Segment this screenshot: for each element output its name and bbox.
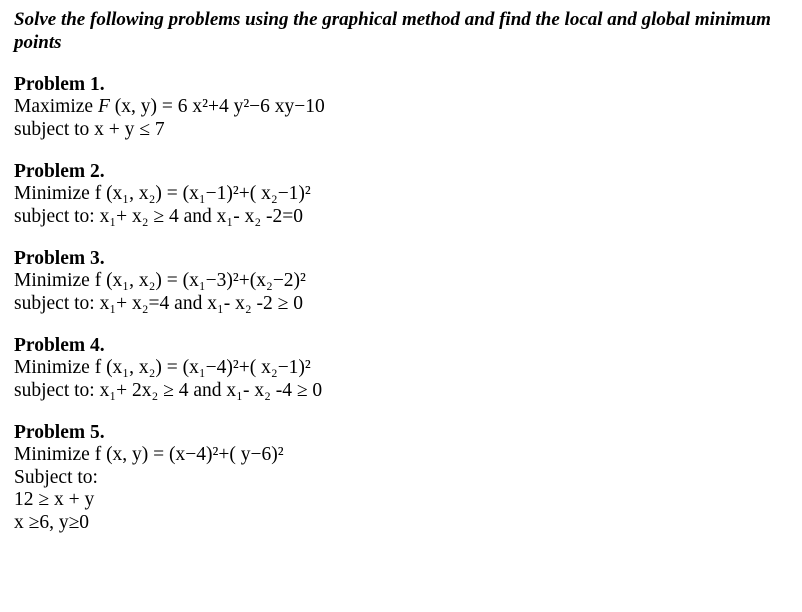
problem-2-constraint: subject to: x₁+ x₂ ≥ 4 and x₁- x₂ -2=0 (14, 205, 303, 227)
problem-5-objective: Minimize f (x, y) = (x−4)²+( y−6)² (14, 444, 284, 465)
problem-1-constraint: subject to x + y ≤ 7 (14, 118, 165, 140)
problem-3 (14, 247, 788, 315)
problem-4-objective: Minimize f (x₁, x₂) = (x₁−4)²+( x₂−1)² (14, 357, 311, 378)
problem-5 (14, 421, 788, 534)
function-name: F (97, 96, 110, 117)
problem-5-constraint-label: Subject to: (14, 466, 98, 488)
problem-2 (14, 160, 788, 228)
problem-3-title: Problem 3. (14, 248, 105, 269)
problem-3-objective: Minimize f (x₁, x₂) = (x₁−3)²+(x₂−2)² (14, 270, 306, 291)
problem-1-objective: Maximize F (x, y) = 6 x²+4 y²−6 xy−10 (14, 96, 325, 117)
problem-4 (14, 334, 788, 402)
problem-4-title: Problem 4. (14, 335, 105, 356)
instruction-heading: Solve the following problems using the graphical method and find the local and global minimum points (14, 9, 771, 53)
problem-5-title: Problem 5. (14, 422, 105, 443)
problem-5-constraint: 12 ≥ x + y (14, 489, 95, 510)
problem-2-objective: Minimize f (x₁, x₂) = (x₁−1)²+( x₂−1)² (14, 183, 311, 204)
problem-1-title: Problem 1. (14, 74, 105, 95)
problem-5-constraint: x ≥6, y≥0 (14, 511, 90, 533)
problem-3-constraint: subject to: x₁+ x₂=4 and x₁- x₂ -2 ≥ 0 (14, 292, 303, 314)
problem-2-title: Problem 2. (14, 161, 105, 182)
problem-1 (14, 73, 788, 141)
problem-4-constraint: subject to: x₁+ 2x₂ ≥ 4 and x₁- x₂ -4 ≥ 0 (14, 379, 323, 401)
